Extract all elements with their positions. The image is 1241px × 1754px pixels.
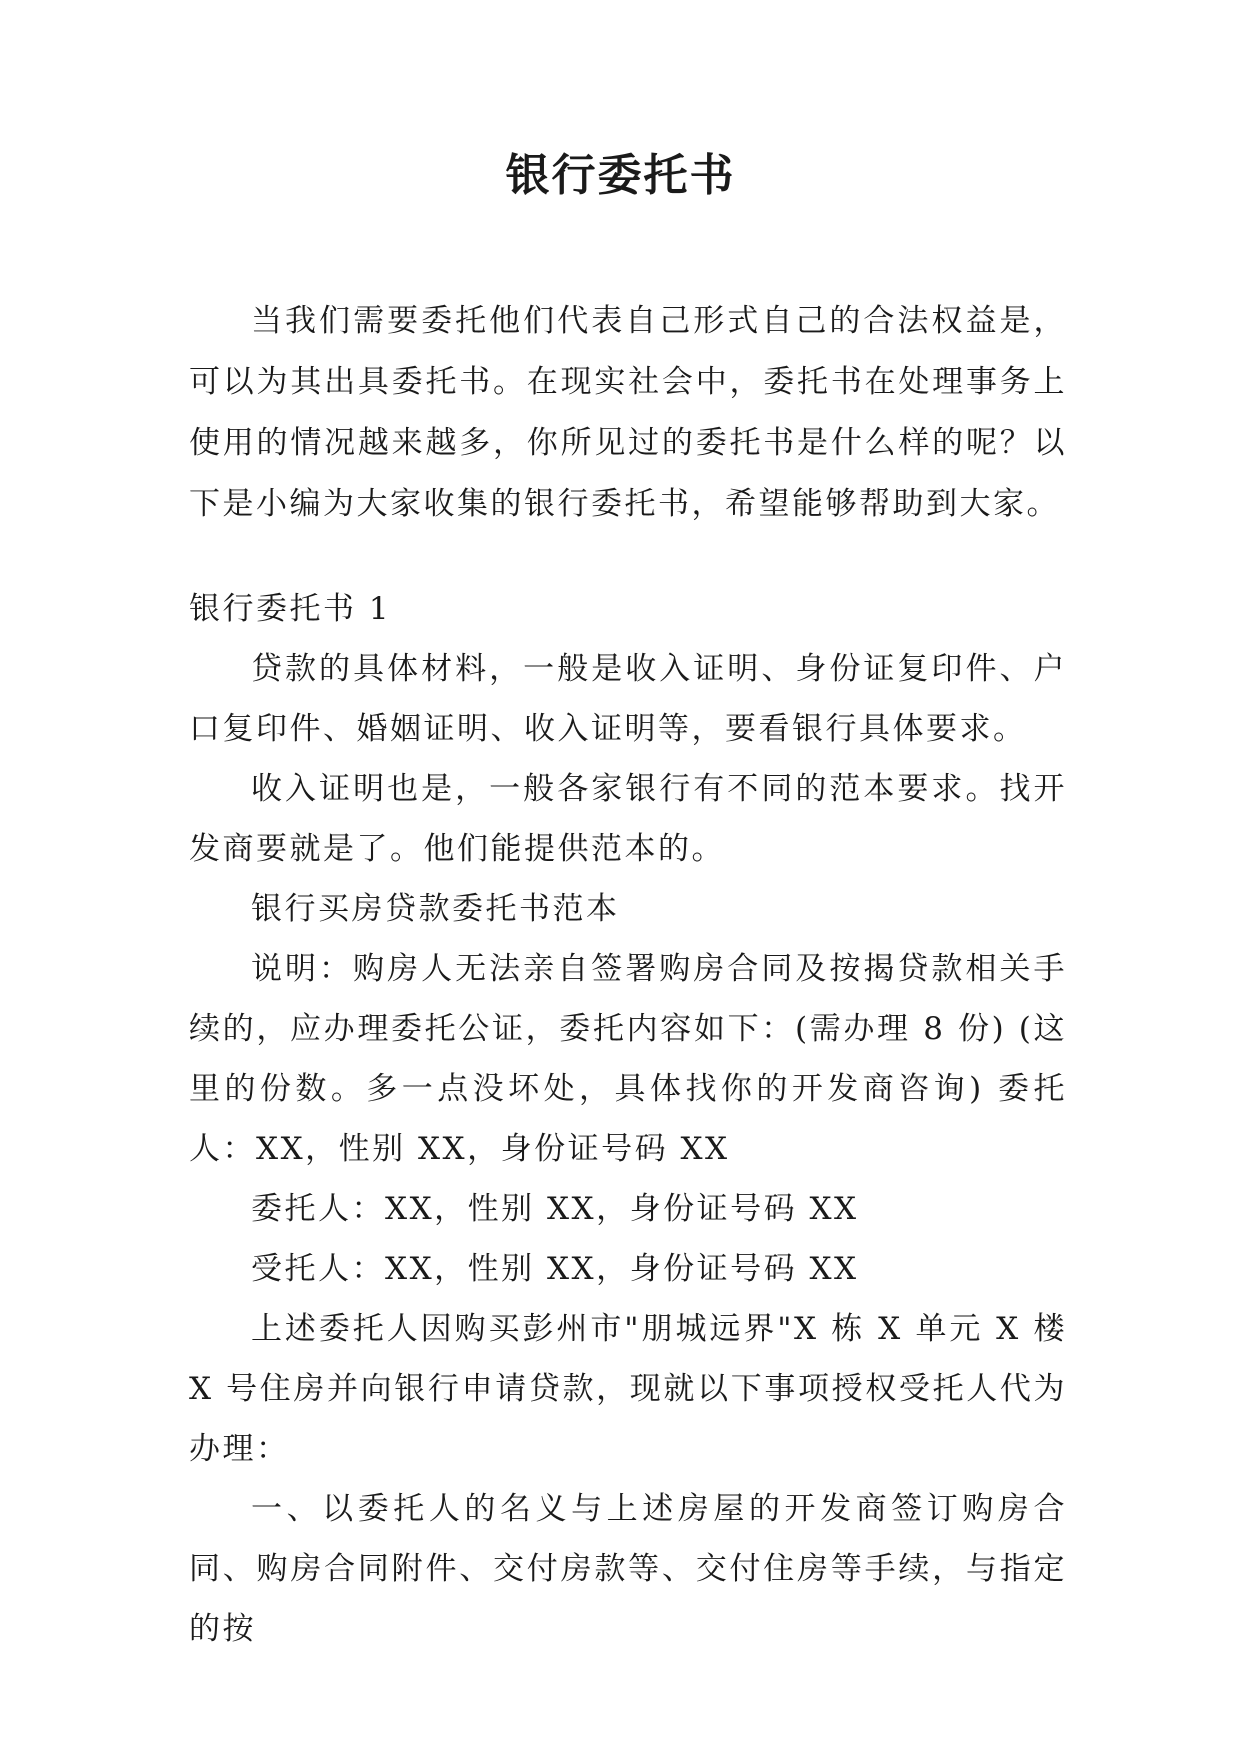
document-body	[189, 291, 1067, 1659]
body-paragraph: 委托人：XX，性别 XX，身份证号码 XX	[251, 1191, 859, 1227]
section-label: 银行委托书 1	[189, 591, 392, 627]
body-paragraph: 收入证明也是，一般各家银行有不同的范本要求。找开发商要就是了。他们能提供范本的。	[189, 771, 1067, 867]
body-paragraph: 一、以委托人的名义与上述房屋的开发商签订购房合同、购房合同附件、交付房款等、交付住房等手续，与指定的按	[189, 1491, 1067, 1647]
body-paragraph: 银行买房贷款委托书范本	[251, 891, 620, 927]
body-paragraph: 说明：购房人无法亲自签署购房合同及按揭贷款相关手续的，应办理委托公证，委托内容如下：(需办理 8 份) (这里的份数。多一点没坏处，具体找你的开发商咨询) 委托人：XX，性别 XX，身份证号码 XX	[189, 951, 1067, 1167]
body-paragraph: 贷款的具体材料，一般是收入证明、身份证复印件、户口复印件、婚姻证明、收入证明等，要看银行具体要求。	[189, 651, 1067, 747]
body-paragraph: 上述委托人因购买彭州市"朋城远界"X 栋 X 单元 X 楼 X 号住房并向银行申请贷款，现就以下事项授权受托人代为办理：	[189, 1311, 1067, 1467]
intro-paragraph: 当我们需要委托他们代表自己形式自己的合法权益是，可以为其出具委托书。在现实社会中，委托书在处理事务上使用的情况越来越多，你所见过的委托书是什么样的呢？以下是小编为大家收集的银行委托书，希望能够帮助到大家。	[189, 303, 1067, 522]
body-paragraph: 受托人：XX，性别 XX，身份证号码 XX	[251, 1251, 859, 1287]
document-title: 银行委托书	[505, 150, 736, 201]
